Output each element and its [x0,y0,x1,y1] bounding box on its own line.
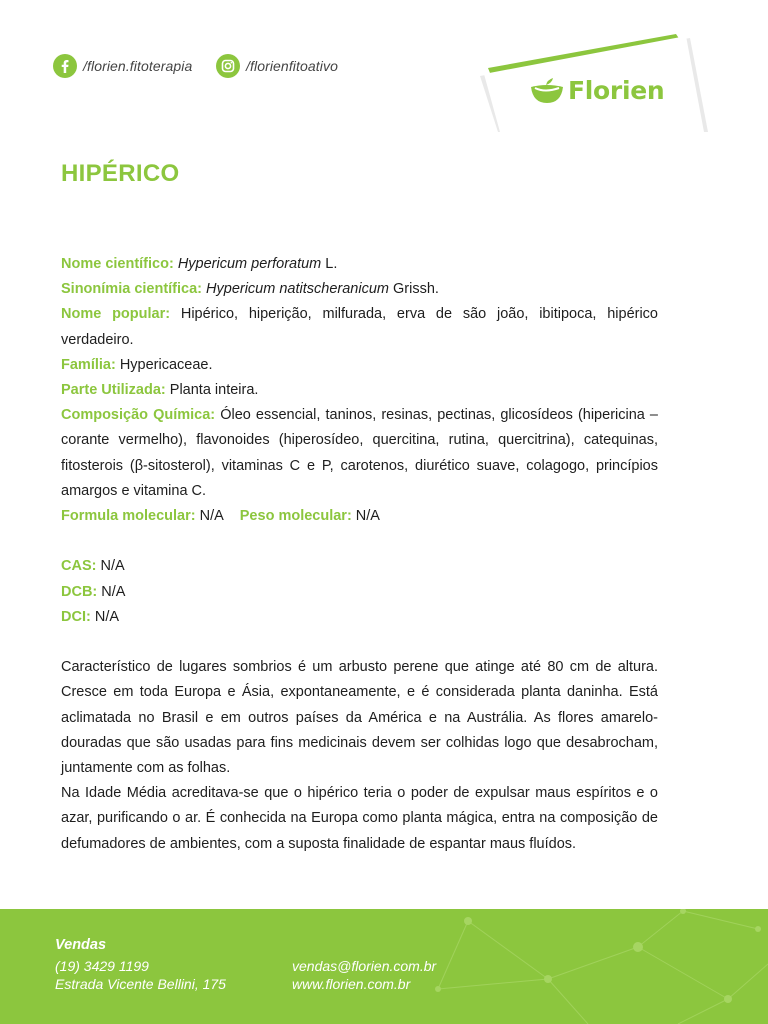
footer-phone: (19) 3429 1199 [55,958,149,974]
scientific-name-row: Nome científico: Hypericum perforatum L. [61,256,338,272]
cas-row: CAS: N/A [61,558,125,575]
footer-website-link[interactable]: www.florien.com.br [292,976,411,992]
leaf-icon [529,77,565,105]
florien-logo [529,76,664,105]
popular-name-row: Nome popular: Hipérico, hiperição, milfurada, erva de são joão, ibitipoca, hipérico verdadeiro. [61,306,658,348]
footer [0,909,768,1024]
dci-row: DCI: N/A [61,608,120,625]
facebook-handle: /florien.fitoterapia [83,58,193,74]
family-row: Família: Hypericaceae. [61,356,213,373]
monograph-content [61,252,658,857]
footer-email-link[interactable]: vendas@florien.com.br [292,958,437,974]
facebook-icon [53,54,77,78]
instagram-link[interactable] [216,53,338,79]
instagram-icon [216,54,240,78]
network-pattern-icon [428,909,768,1024]
brand-name: Florien [568,76,665,105]
part-used-row: Parte Utilizada: Planta inteira. [61,382,259,399]
footer-heading: Vendas [55,937,107,953]
description-paragraph-1: Característico de lugares sombrios é um arbusto perene que atinge até 80 cm de altura. Cresce em toda Europa e Ásia, expontaneamente, e é considerada planta daninha. Está aclimatada no Brasil e em outros países da América e na Austrália. As flores amarelo-douradas que são usadas para fins medicinais devem ser colhidas logo que desabrocham, juntamente com as folhas. [61,659,658,777]
synonym-row: Sinonímia científica: Hypericum natitscheranicum Grissh. [61,281,439,298]
footer-address: Estrada Vicente Bellini, 175 [55,976,226,992]
facebook-link[interactable] [53,53,192,79]
molecular-row: Formula molecular: N/A Peso molecular: N/A [61,508,380,525]
description-paragraph-2: Na Idade Média acreditava-se que o hipérico teria o poder de expulsar maus espíritos e o azar, purificando o ar. É conhecida na Europa como planta mágica, entra na composição de defumadores de ambientes, com a suposta finalidade de espantar maus fluídos. [61,785,658,852]
dcb-row: DCB: N/A [61,583,126,600]
instagram-handle: /florienfitoativo [246,58,338,74]
composition-row: Composição Química: Óleo essencial, taninos, resinas, pectinas, glicosídeos (hipericina – corante vermelho), flavonoides (hiperosídeo, quercitina, rutina, quercitrina), catequinas, fitosterois (β-sitosterol), vitaminas C e P, carotenos, diurético suave, colagogo, princípios amargos e vitamina C. [61,407,658,499]
page-title: HIPÉRICO [61,160,180,187]
